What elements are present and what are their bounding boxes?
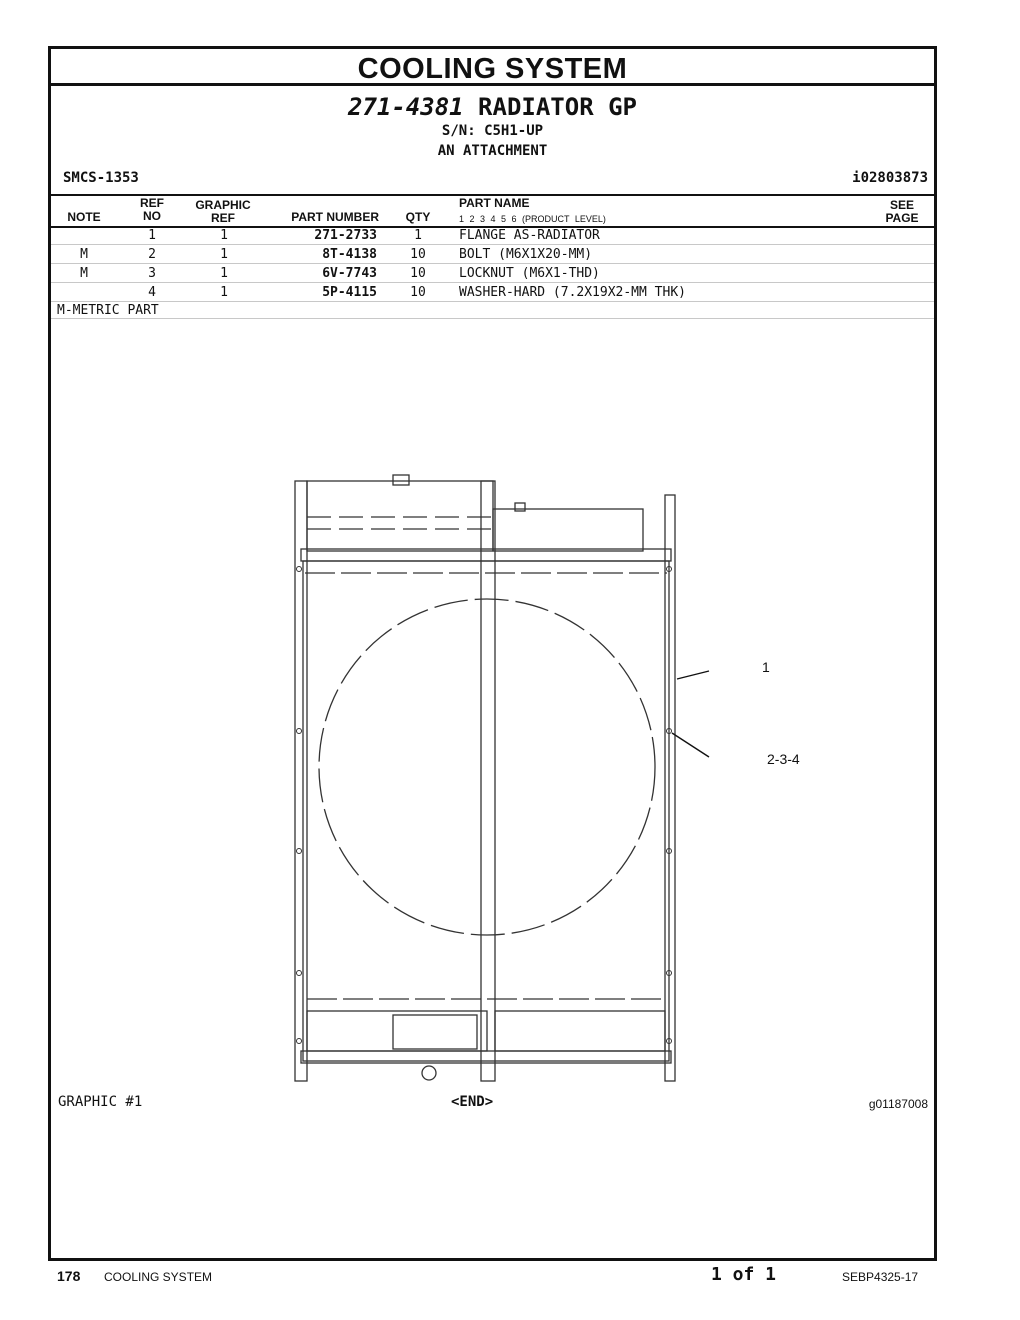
graphic-id: g01187008: [868, 1097, 928, 1111]
table-row: [51, 226, 934, 245]
cell-part-number: 8T-4138: [322, 247, 377, 262]
page-title: COOLING SYSTEM: [51, 49, 934, 86]
cell-qty: 10: [410, 285, 426, 300]
cell-ref: 2: [148, 247, 156, 262]
radiator-illustration: [281, 469, 800, 1089]
col-qty: QTY: [405, 210, 431, 224]
serial-range: S/N: C5H1-UP: [441, 123, 544, 139]
page-frame: [48, 46, 937, 1261]
group-part-number: 271-4381: [348, 93, 464, 121]
cell-graphic-ref: 1: [220, 266, 228, 281]
right-rail-shape: [665, 495, 675, 1081]
cell-qty: 10: [410, 247, 426, 262]
col-graphic-ref-line2: REF: [211, 211, 235, 225]
cell-graphic-ref: 1: [220, 247, 228, 262]
cell-part-number: 5P-4115: [322, 285, 377, 300]
document-id: i02803873: [852, 170, 928, 186]
cell-qty: 10: [410, 266, 426, 281]
callout-label-1: 1: [762, 659, 770, 675]
cell-qty: 1: [414, 228, 422, 243]
core-shape: [303, 561, 669, 1061]
center-post-shape: [481, 481, 495, 1081]
cell-graphic-ref: 1: [220, 228, 228, 243]
cell-part-number: 6V-7743: [322, 266, 377, 281]
cell-part-name: LOCKNUT (M6X1-THD): [459, 266, 600, 281]
footer-section-name: COOLING SYSTEM: [104, 1270, 213, 1284]
group-heading: [51, 93, 934, 121]
smcs-code: SMCS-1353: [63, 170, 139, 186]
cell-graphic-ref: 1: [220, 285, 228, 300]
cell-ref: 1: [148, 228, 156, 243]
col-product-level: 1 2 3 4 5 6 (PRODUCT LEVEL): [459, 214, 606, 224]
end-marker: <END>: [451, 1094, 494, 1110]
group-type: AN ATTACHMENT: [437, 143, 548, 159]
graphic-label: GRAPHIC #1: [58, 1094, 143, 1110]
col-part-name: PART NAME: [459, 196, 530, 210]
cell-ref: 3: [148, 266, 156, 281]
col-ref-no: [135, 197, 169, 223]
page-number: 178: [57, 1268, 81, 1284]
col-ref-no-line1: REF: [140, 196, 164, 210]
col-graphic-ref: [191, 199, 255, 225]
cell-part-number: 271-2733: [314, 228, 377, 243]
cell-ref: 4: [148, 285, 156, 300]
col-see-page: [882, 199, 922, 225]
col-graphic-ref-line1: GRAPHIC: [195, 198, 251, 212]
group-name: RADIATOR GP: [478, 93, 637, 121]
table-end-rule: [51, 318, 934, 319]
cell-note: M: [80, 247, 88, 262]
table-row: [51, 245, 934, 264]
page-count: 1 of 1: [711, 1264, 777, 1285]
col-ref-no-line2: NO: [143, 209, 161, 223]
parts-table-header: [51, 194, 934, 228]
top-tank-shape: [307, 481, 493, 551]
table-row: [51, 283, 934, 302]
fan-shroud-circle: [319, 599, 655, 935]
col-see-page-line1: SEE: [889, 198, 914, 212]
table-row: [51, 264, 934, 283]
col-note: NOTE: [67, 210, 101, 224]
parts-table-body: [51, 226, 934, 302]
col-part-number: PART NUMBER: [291, 210, 379, 224]
leader-line-1: [677, 671, 709, 679]
cell-part-name: BOLT (M6X1X20-MM): [459, 247, 593, 262]
document-code: SEBP4325-17: [842, 1270, 919, 1284]
callout-label-2-3-4: 2-3-4: [767, 751, 800, 767]
cell-note: M: [80, 266, 88, 281]
cell-part-name: WASHER-HARD (7.2X19X2-MM THK): [459, 285, 686, 300]
filler-cap-shape: [393, 475, 409, 485]
cell-part-name: FLANGE AS-RADIATOR: [459, 228, 600, 243]
metric-part-note: M-METRIC PART: [57, 303, 159, 318]
leader-line-2: [672, 733, 709, 757]
col-see-page-line2: PAGE: [885, 211, 919, 225]
